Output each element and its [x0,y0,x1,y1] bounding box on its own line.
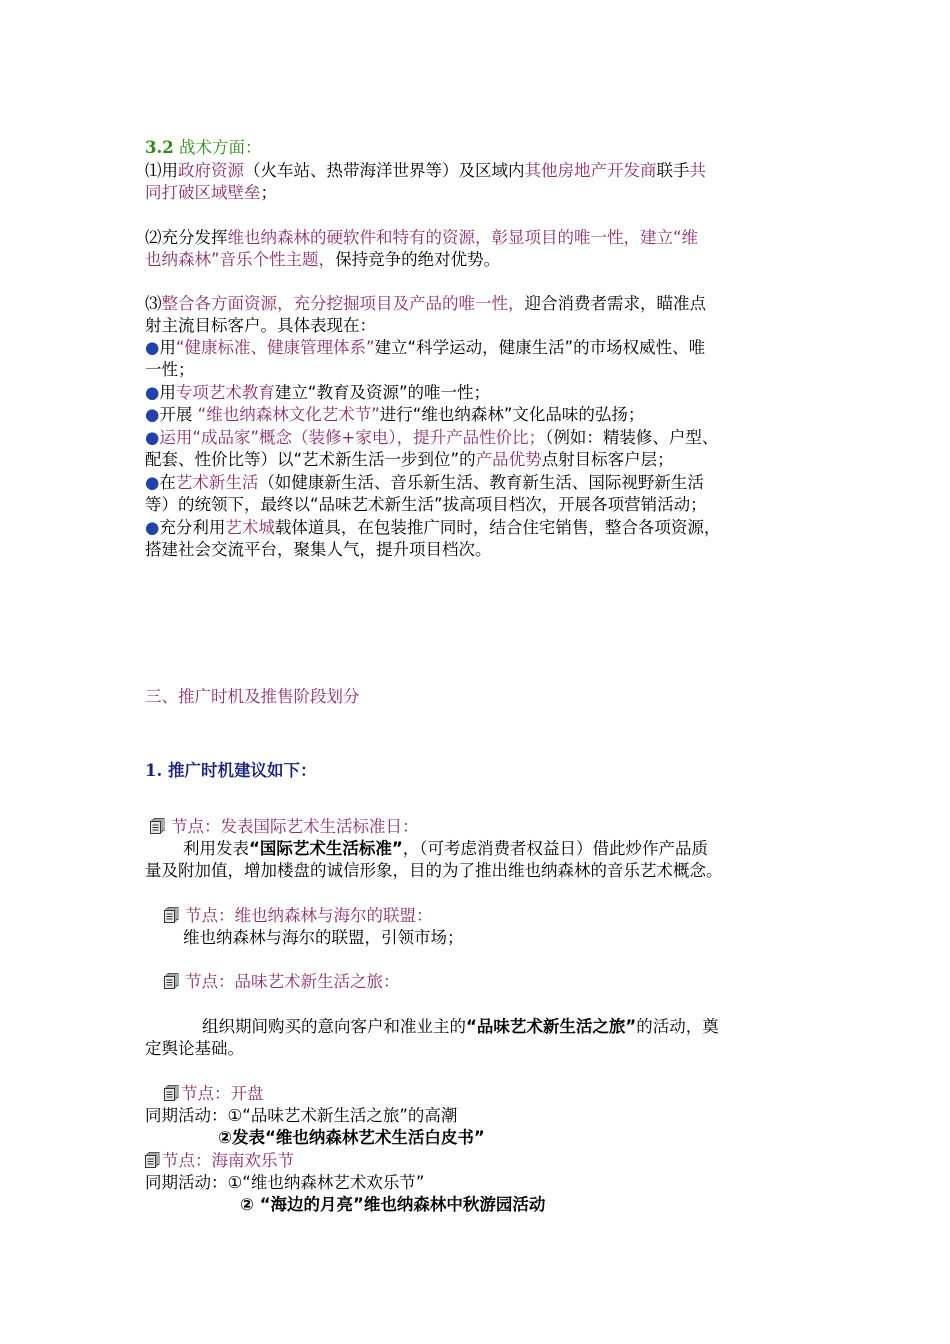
text: 利用发表 [183,839,249,858]
text: 开展 [159,405,193,424]
bullet-4-line-2 [145,449,674,471]
text: 建立“科学运动，健康生活”的市场权威性、唯 [374,338,706,357]
bullet-3 [145,404,644,426]
section-heading-tactics [145,137,261,159]
item-number: ⑶ [145,294,162,313]
node-4-label [164,1083,264,1105]
document-icon [145,1152,160,1168]
text: ，（可考虑消费者权益日）借此炒作产品质 [402,839,708,858]
node-2-label [164,905,433,927]
subsection-heading-timing [145,760,316,782]
bullet-icon: ● [145,405,160,424]
bullet-5-line-1 [145,472,704,494]
node-1-label [150,816,419,838]
highlight-text: 其他房地产开发商 [524,161,657,180]
text: 保持竞争的绝对优势。 [335,250,501,269]
document-icon [150,818,165,834]
text: 建立“教育及资源”的唯一性； [274,383,491,402]
text: 搭建社会交流平台，聚集人气，提升项目档次。 [145,540,492,559]
text: 联手 [656,161,690,180]
bullet-icon: ● [145,383,160,402]
text: 点射目标客户层； [541,450,674,469]
bullet-1-line-1 [145,337,705,359]
bullet-icon: ● [145,338,160,357]
text: 在 [159,473,176,492]
text: 迎合消费者需求，瞄准点 [524,294,706,313]
highlight-text: 也纳森林”音乐个性主题， [145,250,336,269]
node-label-text: 节点：海南欢乐节 [162,1151,294,1170]
text: 的活动，奠 [636,1017,719,1036]
node-label-text: 节点：维也纳森林与海尔的联盟： [185,906,433,925]
node-2-line-1: 维也纳森林与海尔的联盟，引领市场； [183,928,464,947]
document-icon [164,973,179,989]
paragraph-2-line-1 [145,227,698,249]
bullet-icon: ● [145,473,160,492]
highlight-text: “健康标准、健康管理体系” [175,338,375,357]
paragraph-3-line-2 [145,315,376,337]
highlight-text: 艺术城 [225,518,275,537]
node-5-label [145,1150,294,1172]
heading-number: 3.2 [145,138,174,157]
paragraph-1-line-2 [145,182,277,204]
node-label-text: 节点：品味艺术新生活之旅： [185,972,400,991]
bullet-6-line-2 [145,539,492,561]
node-5-line-1: 同期活动：①“维也纳森林艺术欢乐节” [145,1173,425,1192]
highlight-text: 维也纳森林的硬软件和特有的资源，彰显项目的唯一性，建立“维 [227,228,699,247]
highlight-text: 同打破区域壁垒 [145,183,261,202]
item-number: ⑵ [145,228,162,247]
bullet-icon: ● [145,428,160,447]
highlight-text: 专项艺术教育 [175,383,275,402]
heading-number: 1. [145,761,163,780]
text: 充分发挥 [161,228,228,247]
paragraph-2-line-2 [145,249,500,271]
text: （如健康新生活、音乐新生活、教育新生活、国际视野新生活 [258,473,704,492]
heading-text: 推广时机建议如下： [167,761,317,780]
text: ； [260,183,277,202]
section-title-promotion: 三、推广时机及推售阶段划分 [145,687,360,706]
node-3-line-2: 定舆论基础。 [145,1039,244,1058]
highlight-text: “维也纳森林文化艺术节” [197,405,380,424]
highlight-text: 政府资源 [178,161,244,180]
bullet-icon: ● [145,518,160,537]
text: 组织期间购买的意向客户和准业主的 [202,1017,466,1036]
paragraph-1-line-1 [145,160,706,182]
highlight-text: 产品优势 [475,450,542,469]
text: 用 [159,383,176,402]
paragraph-3-line-1 [145,293,706,315]
bullet-2 [145,382,490,404]
node-4-line-2: ②发表“维也纳森林艺术生活白皮书” [218,1128,485,1147]
node-4-line-1: 同期活动：①“品味艺术新生活之旅”的高潮 [145,1106,458,1125]
bold-text: “品味艺术新生活之旅” [466,1017,637,1036]
text: 用 [161,161,178,180]
text: 射主流目标客户。具体表现在： [145,316,376,335]
bullet-6-line-1 [145,517,720,539]
document-icon [164,907,179,923]
node-3-label [164,971,400,993]
text: （火车站、热带海洋世界等）及区域内 [244,161,525,180]
highlight-text: 整合各方面资源，充分挖掘项目及产品的唯一性， [161,294,525,313]
bullet-1-line-2 [145,359,195,381]
heading-text: 战术方面： [178,138,262,157]
bold-text: “国际艺术生活标准” [249,839,403,858]
highlight-text: 艺术新生活 [175,473,259,492]
text: 等）的统领下，最终以“品味艺术新生活”拔高项目档次，开展各项营销活动； [145,495,707,514]
node-1-line-2: 量及附加值，增加楼盘的诚信形象，目的为了推出维也纳森林的音乐艺术概念。 [145,861,723,880]
item-number: ⑴ [145,161,162,180]
highlight-text: 共 [689,161,706,180]
bullet-4-line-1 [145,427,718,449]
bullet-5-line-2 [145,494,707,516]
text: 载体道具，在包装推广同时，结合住宅销售，整合各项资源， [274,518,721,537]
node-1-line-1 [183,838,708,860]
document-icon [164,1085,179,1101]
text: 用 [159,338,176,357]
text: 进行“维也纳森林”文化品味的弘扬； [379,405,645,424]
text: 配套、性价比等）以“艺术新生活一步到位”的 [145,450,476,469]
node-label-text: 节点：开盘 [181,1084,264,1103]
text: （例如：精装修、户型、 [545,428,719,447]
node-5-line-2: ② “海边的月亮”维也纳森林中秋游园活动 [240,1195,546,1214]
node-3-line-1 [202,1016,719,1038]
text: 充分利用 [159,518,226,537]
text: 一性； [145,360,195,379]
node-label-text: 节点：发表国际艺术生活标准日： [171,817,419,836]
highlight-text: 运用“成品家”概念（装修+家电），提升产品性价比； [159,428,546,447]
